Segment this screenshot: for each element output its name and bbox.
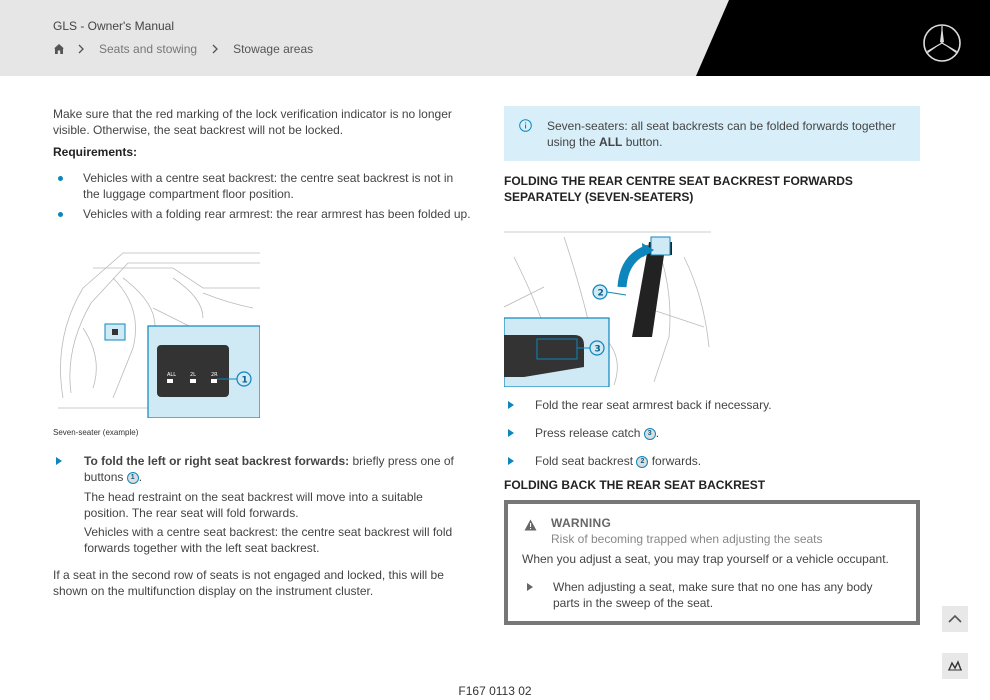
- breadcrumb-item-stowage: Stowage areas: [233, 42, 314, 56]
- arrow-right-icon: [508, 429, 514, 437]
- info-text: Seven-seaters: all seat backrests can be folded forwards together using the ALL button.: [547, 119, 896, 149]
- callout-badge: 3: [644, 428, 656, 440]
- figure-callout-1: 1: [241, 375, 248, 386]
- list-item: Vehicles with a folding rear armrest: the rear armrest has been folded up.: [53, 206, 473, 222]
- figure-label-2l: 2L: [190, 372, 196, 378]
- info-box: [504, 106, 920, 161]
- warning-subtitle: Risk of becoming trapped when adjusting the seats: [551, 532, 823, 546]
- breadcrumb: [53, 42, 327, 56]
- mercedes-star-icon[interactable]: [922, 23, 962, 63]
- warning-box: WARNING Risk of becoming trapped when adjusting the seats When you adjust a seat, you may trap yourself or a vehicle occupant. When adjusting a seat, make sure that no one has any body parts in the sweep of the seat.: [504, 500, 920, 625]
- arrow-right-icon: [508, 401, 514, 409]
- scroll-top-button[interactable]: [942, 606, 968, 632]
- tire-icon: [947, 660, 963, 672]
- scroll-top-icon: [947, 614, 963, 624]
- breadcrumb-item-seats[interactable]: Seats and stowing: [99, 42, 198, 56]
- closing-paragraph: If a seat in the second row of seats is not engaged and locked, this will be shown on the multifunction display on the instrument cluster.: [53, 568, 444, 598]
- arrow-right-icon: [508, 457, 514, 465]
- app-title: GLS - Owner's Manual: [53, 19, 175, 33]
- bullet-icon: [58, 212, 63, 217]
- figure-caption: Seven-seater (example): [53, 428, 139, 437]
- requirements-list: [53, 170, 473, 222]
- figure-callout-2: 2: [597, 288, 604, 299]
- bullet-icon: [58, 176, 63, 181]
- section-heading: FOLDING THE REAR CENTRE SEAT BACKREST FORWARDS SEPARATELY (SEVEN-SEATERS): [504, 174, 853, 204]
- figure-label-all: ALL: [167, 372, 176, 378]
- chevron-right-icon: [211, 44, 219, 54]
- section-heading: FOLDING BACK THE REAR SEAT BACKREST: [504, 478, 766, 492]
- warning-text: When you adjust a seat, you may trap yourself or a vehicle occupant.: [522, 552, 889, 566]
- left-column: [53, 106, 473, 226]
- arrow-right-icon: [527, 583, 533, 591]
- requirements-heading: Requirements:: [53, 145, 138, 159]
- chevron-right-icon: [77, 44, 85, 54]
- arrow-right-icon: [56, 457, 62, 465]
- rear-centre-seat-figure: [504, 217, 711, 387]
- step-note: The head restraint on the seat backrest will move into a suitable position. The rear seat will fold forwards.: [84, 490, 423, 520]
- info-icon: [519, 119, 532, 132]
- warning-title: WARNING: [551, 516, 612, 530]
- tire-button[interactable]: [942, 653, 968, 679]
- list-item: Vehicles with a centre seat backrest: the centre seat backrest is not in the luggage compartment floor position.: [53, 170, 473, 202]
- callout-badge: 2: [636, 456, 648, 468]
- seven-seater-figure: [53, 248, 260, 418]
- home-icon[interactable]: [53, 43, 65, 55]
- step-note: Vehicles with a centre seat backrest: the centre seat backrest will fold forwards together with the left seat backrest.: [84, 525, 453, 555]
- figure-code: F167 0113 02: [458, 684, 532, 698]
- step-heading: To fold the left or right seat backrest forwards:: [84, 454, 350, 468]
- figure-label-2r: 2R: [211, 372, 218, 378]
- figure-callout-3: 3: [594, 344, 601, 355]
- callout-badge: 1: [127, 472, 139, 484]
- warning-icon: [524, 519, 537, 531]
- intro-paragraph: Make sure that the red marking of the lock verification indicator is no longer visible. Otherwise, the seat backrest will not be locked.: [53, 107, 452, 137]
- page-header: [0, 0, 990, 76]
